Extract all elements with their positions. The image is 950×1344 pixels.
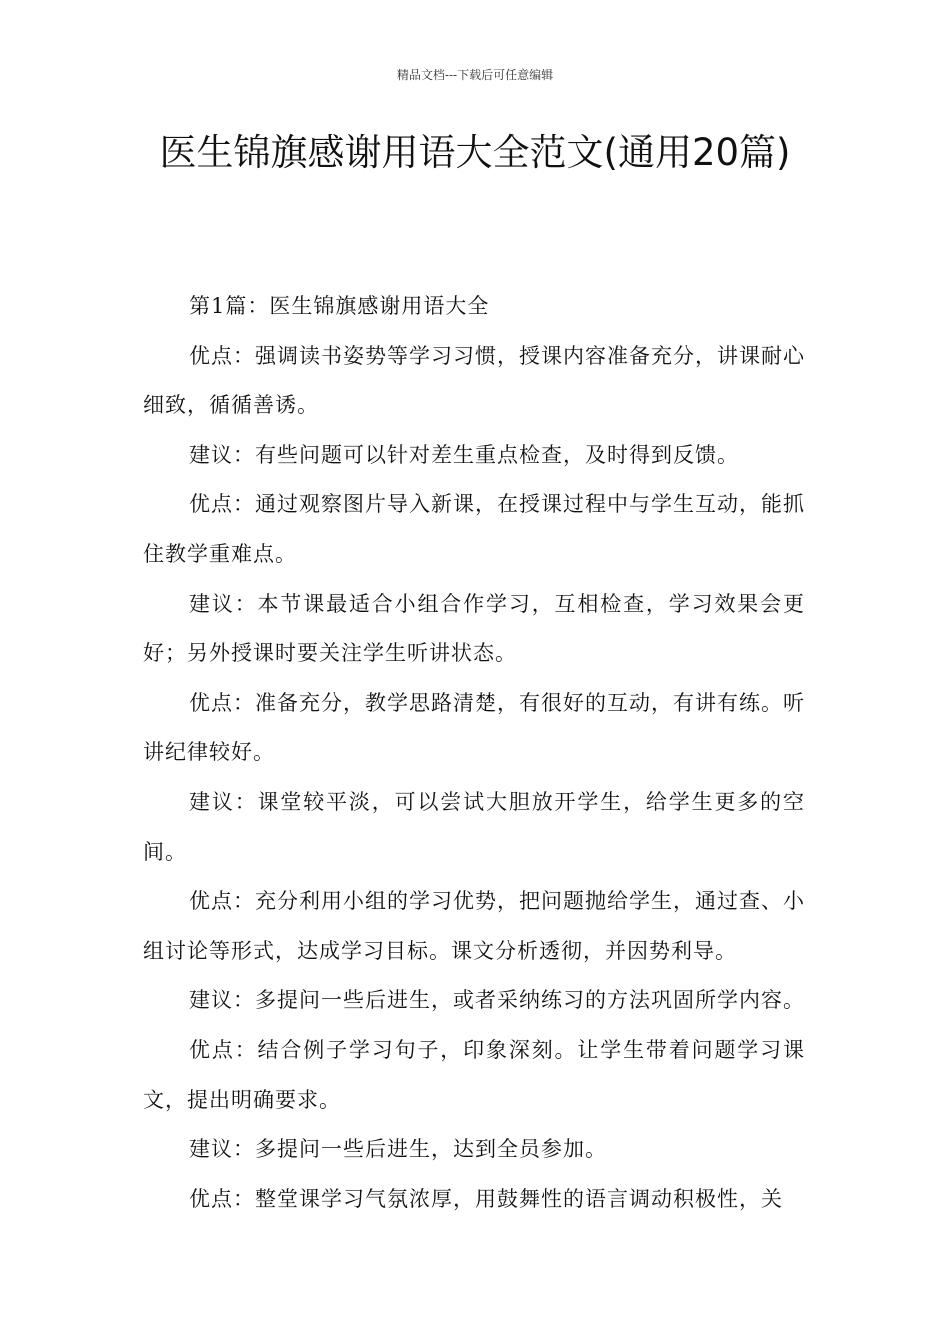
- header-note: 精品文档---下载后可任意编辑: [396, 68, 554, 82]
- paragraph: 建议：本节课最适合小组合作学习，互相检查，学习效果会更好；另外授课时要关注学生听讲状态。: [143, 591, 805, 666]
- paragraph: 优点：准备充分，教学思路清楚，有很好的互动，有讲有练。听讲纪律较好。: [143, 690, 805, 765]
- paragraph: 建议：课堂较平淡，可以尝试大胆放开学生，给学生更多的空间。: [143, 789, 805, 864]
- paragraph: 优点：整堂课学习气氛浓厚，用鼓舞性的语言调动积极性，关: [189, 1186, 783, 1211]
- paragraph: 建议：有些问题可以针对差生重点检查，及时得到反馈。: [189, 442, 739, 467]
- paragraph: 建议：多提问一些后进生，或者采纳练习的方法巩固所学内容。: [189, 988, 805, 1013]
- paragraph: 建议：多提问一些后进生，达到全员参加。: [189, 1137, 607, 1162]
- paragraph: 优点：强调读书姿势等学习习惯，授课内容准备充分，讲课耐心细致，循循善诱。: [143, 343, 805, 418]
- paragraph: 优点：通过观察图片导入新课，在授课过程中与学生互动，能抓住教学重难点。: [143, 492, 805, 566]
- document-body: [143, 282, 805, 1224]
- paragraph: 优点：充分利用小组的学习优势，把问题抛给学生，通过查、小组讨论等形式，达成学习目标。课文分析透彻，并因势利导。: [143, 889, 805, 963]
- section-heading: 第1篇：医生锦旗感谢用语大全: [189, 294, 490, 318]
- paragraph: 优点：结合例子学习句子，印象深刻。让学生带着问题学习课文，提出明确要求。: [143, 1037, 805, 1112]
- document-title: 医生锦旗感谢用语大全范文(通用20篇): [159, 131, 791, 174]
